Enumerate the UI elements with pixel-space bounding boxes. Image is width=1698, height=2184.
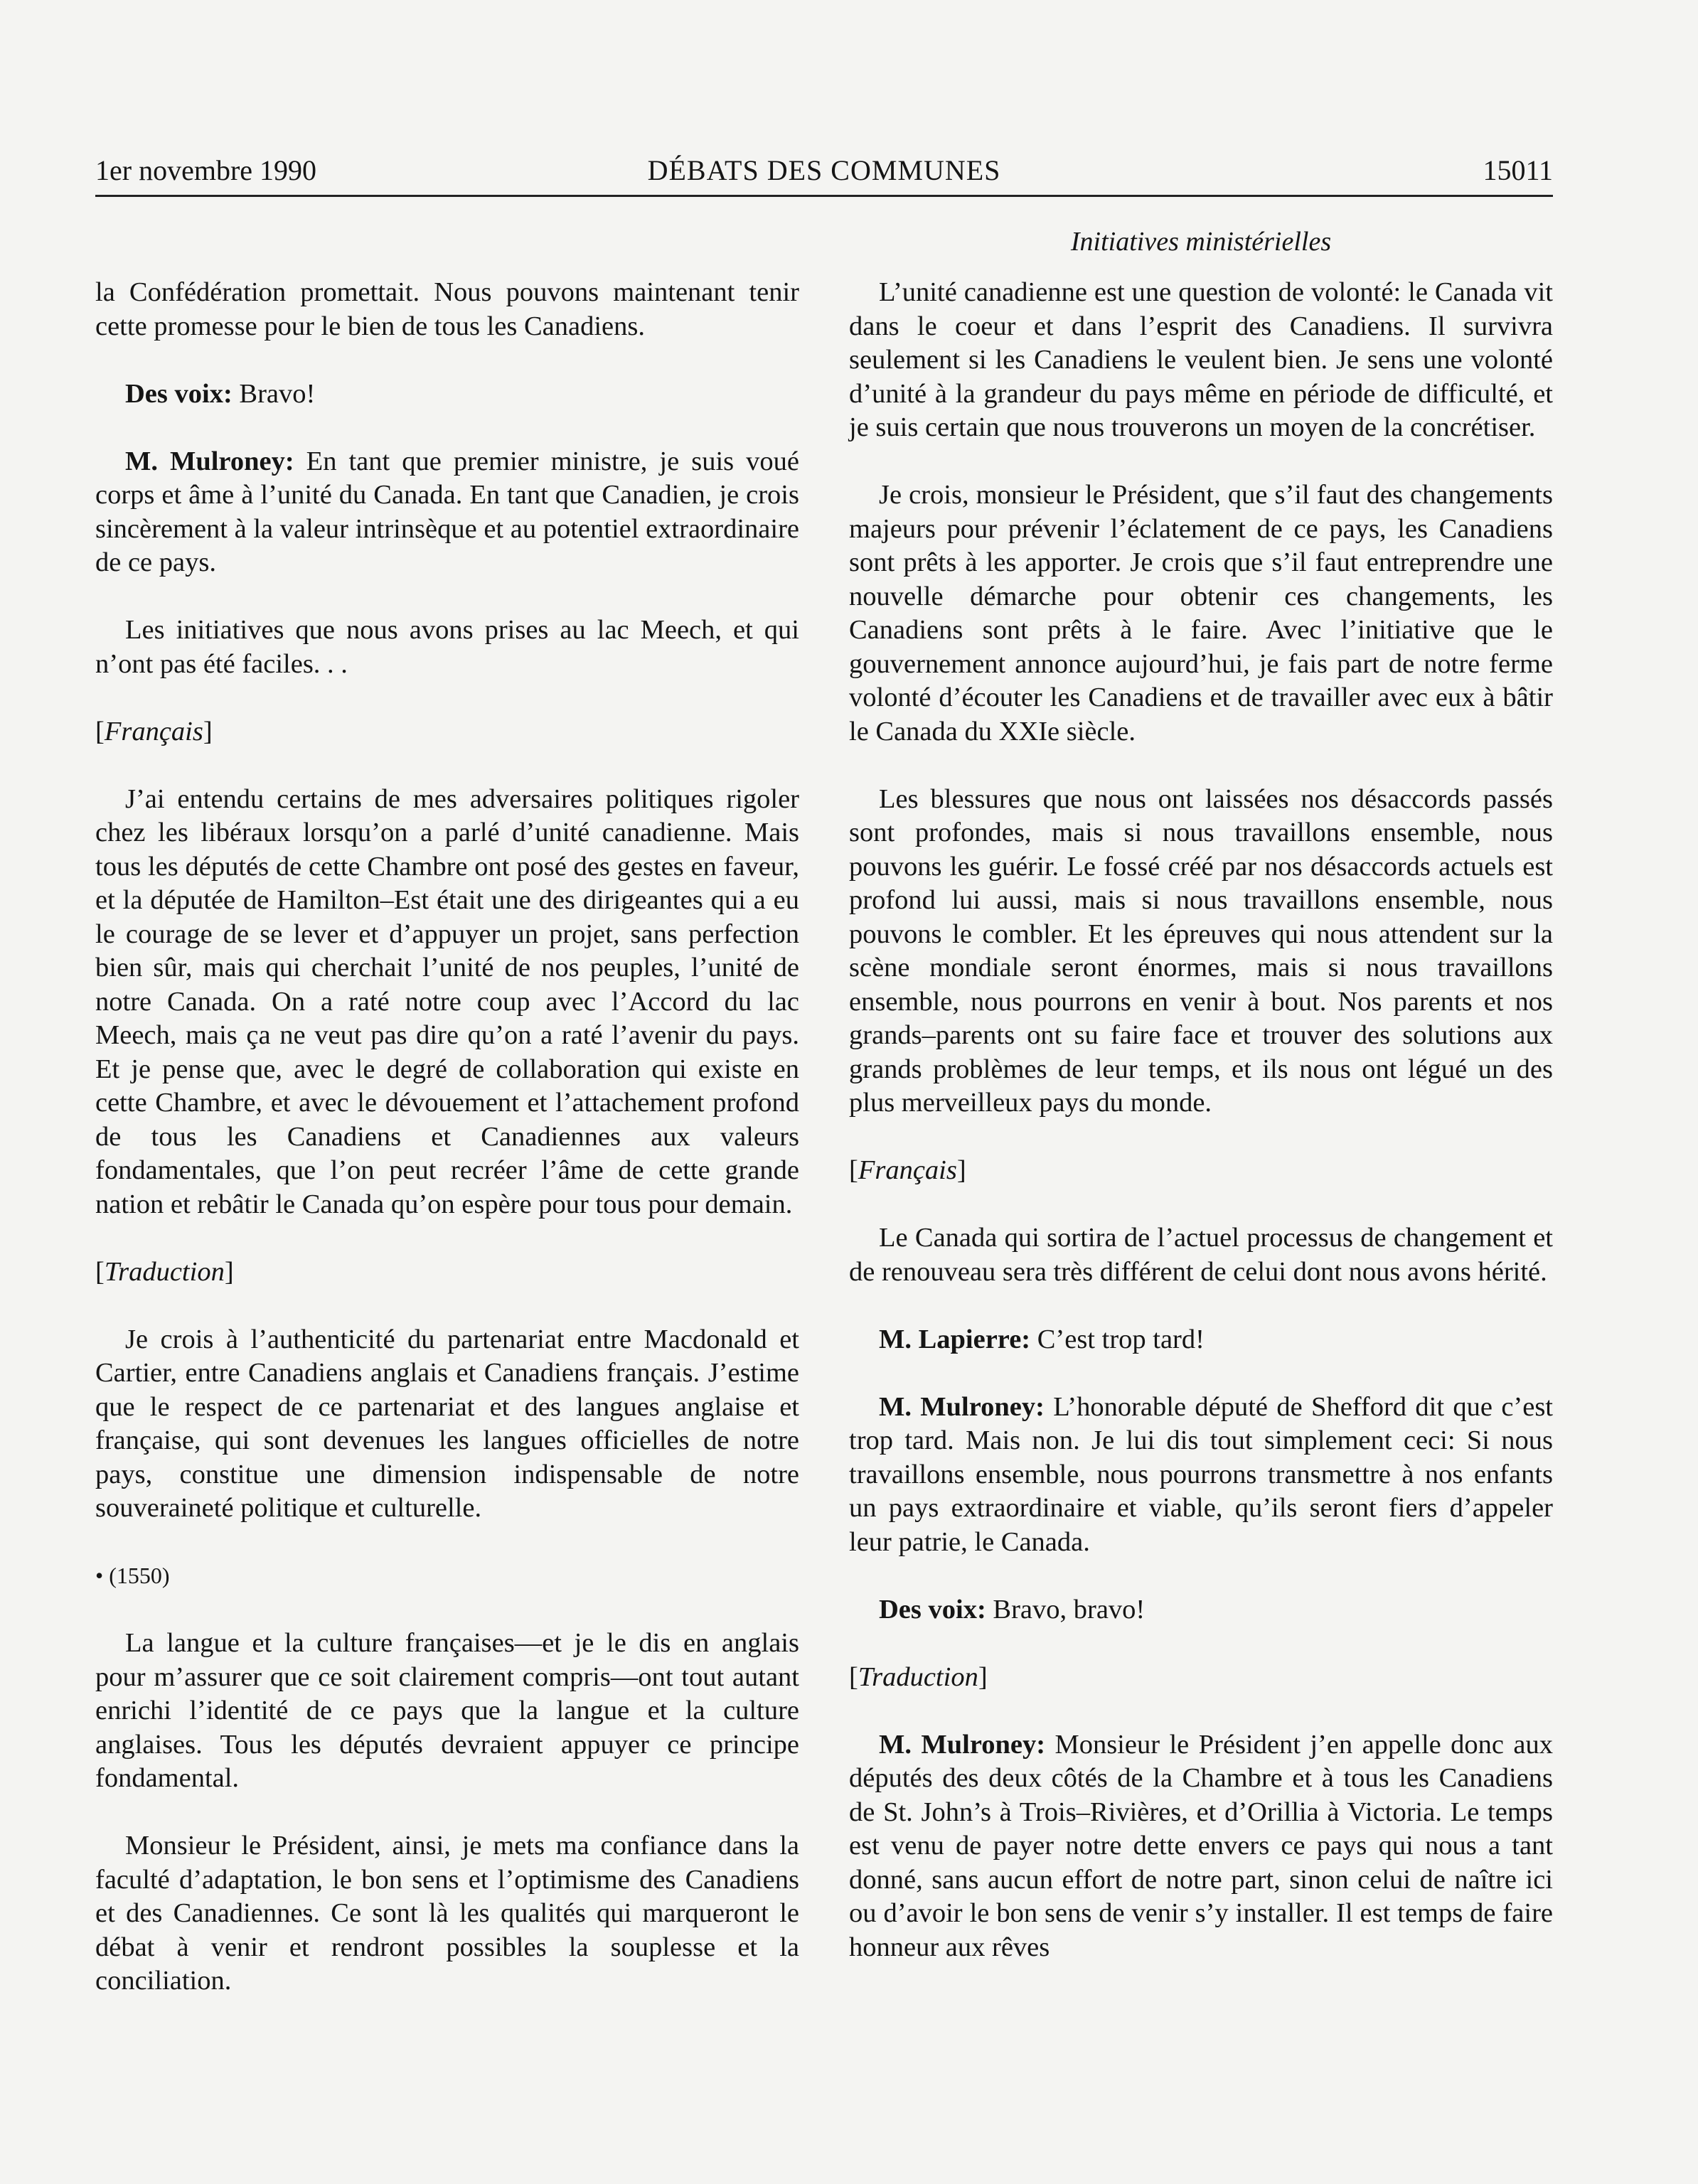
- speech-text: C’est trop tard!: [1030, 1324, 1205, 1354]
- header-page-number: 15011: [1483, 154, 1553, 186]
- language-tag-text: Français: [104, 716, 203, 746]
- speaker-name: M. Mulroney:: [125, 446, 294, 476]
- speaker-name: M. Mulroney:: [879, 1391, 1045, 1422]
- paragraph: Le Canada qui sortira de l’actuel processus de changement et de renouveau sera très différent de celui dont nous avons hérité.: [849, 1223, 1553, 1287]
- paragraph: Les blessures que nous ont laissées nos désaccords passés sont profondes, mais si nous travaillons ensemble, nous pouvons les guérir. Le fossé créé par nos désaccords actuels est profond lui aussi, mais si nous travaillons ensemble, nous pouvons le combler. Et les épreuves qui nous attendent sur la scène mondiale seront énormes, mais si nous travaillons ensemble, nous pourrons en venir à bout. Nos parents et nos grands–parents ont su faire face et trouver des solutions aux grands problèmes de leur temps, et ils nous ont légué un des plus merveilleux pays du monde.: [849, 783, 1553, 1118]
- language-tag-text: Français: [858, 1155, 957, 1185]
- speaker-name: M. Mulroney:: [879, 1729, 1046, 1760]
- paragraph: L’unité canadienne est une question de volonté: le Canada vit dans le coeur et dans l’esprit des Canadiens. Il survivra seulement si les Canadiens le veulent bien. Je sens une volonté d’unité à la grandeur du pays même en période de difficulté, et je suis certain que nous trouverons un moyen de la concrétiser.: [849, 277, 1553, 442]
- speaker-name: M. Lapierre:: [879, 1324, 1031, 1354]
- speech-text: Bravo, bravo!: [986, 1594, 1146, 1624]
- speech-text: L’honorable député de Shefford dit que c’est trop tard. Mais non. Je lui dis tout simplement ceci: Si nous travaillons ensemble, nous pourrons transmettre à nos enfants un pays extraordinaire et viable, qu’ils seront fiers d’appeler leur patrie, le Canada.: [849, 1391, 1553, 1557]
- paragraph: Je crois, monsieur le Président, que s’il faut des changements majeurs pour prévenir l’éclatement de ce pays, les Canadiens sont prêts à les apporter. Je crois que s’il faut entreprendre une nouvelle démarche pour obtenir ces changements, les Canadiens sont prêts à le faire. Avec l’initiative que le gouvernement annonce aujourd’hui, je fais part de notre ferme volonté d’écouter les Canadiens et de travailler avec eux à bâtir le Canada du XXIe siècle.: [849, 480, 1553, 746]
- paragraph: Les initiatives que nous avons prises au lac Meech, et qui n’ont pas été faciles. . .: [95, 615, 799, 679]
- section-label: Initiatives ministérielles: [1070, 227, 1332, 257]
- header-title: DÉBATS DES COMMUNES: [647, 154, 1001, 186]
- timestamp-text: (1550): [109, 1563, 170, 1588]
- speech: [849, 1391, 1553, 1560]
- bullet: •: [95, 1563, 104, 1588]
- language-tag: [Traduction]: [95, 1256, 234, 1287]
- speech: [95, 378, 799, 412]
- paragraph: la Confédération promettait. Nous pouvons maintenant tenir cette promesse pour le bien de tous les Canadiens.: [95, 277, 799, 341]
- timestamp: [95, 1559, 799, 1593]
- speech: [849, 1593, 1553, 1627]
- speaker-name: Des voix:: [125, 378, 233, 409]
- speech: [849, 1323, 1553, 1357]
- language-tag: [Français]: [95, 716, 213, 746]
- language-tag: [Français]: [849, 1155, 966, 1185]
- language-tag-text: Traduction: [104, 1256, 225, 1287]
- left-column: [95, 276, 799, 2032]
- paragraph: Monsieur le Président, ainsi, je mets ma confiance dans la faculté d’adaptation, le bon sens et l’optimisme des Canadiens et des Canadiennes. Ce sont là les qualités qui marqueront le débat à venir et rendront possibles la souplesse et la conciliation.: [95, 1831, 799, 1996]
- speech-text: Bravo!: [232, 378, 316, 409]
- speech: [849, 1728, 1553, 1965]
- paragraph: La langue et la culture françaises—et je le dis en anglais pour m’assurer que ce soit clairement compris—ont tout autant enrichi l’identité de ce pays que la langue et la culture anglaises. Tous les députés devraient appuyer ce principe fondamental.: [95, 1628, 799, 1793]
- language-tag: [Traduction]: [849, 1661, 988, 1692]
- page-header: [95, 149, 1553, 197]
- right-column: [849, 276, 1553, 1998]
- speech-text: Monsieur le Président j’en appelle donc aux députés des deux côtés de la Chambre et à tous les Canadiens de St. John’s à Trois–Rivières, et d’Orillia à Victoria. Le temps est venu de payer notre dette envers ce pays qui nous a tant donné, sans aucun effort de notre part, sinon celui de naître ici ou d’avoir le bon sens de venir s’y installer. Il est temps de faire honneur aux rêves: [849, 1729, 1553, 1962]
- language-tag-text: Traduction: [858, 1661, 978, 1692]
- header-date: 1er novembre 1990: [95, 154, 317, 186]
- paragraph: J’ai entendu certains de mes adversaires politiques rigoler chez les libéraux lorsqu’on a parlé d’unité canadienne. Mais tous les députés de cette Chambre ont posé des gestes en faveur, et la députée de Hamilton–Est était une des dirigeantes qui a eu le courage de se lever et d’appuyer un projet, sans perfection bien sûr, mais qui cherchait l’unité de nos peuples, l’unité de notre Canada. On a raté notre coup avec l’Accord du lac Meech, mais ça ne veut pas dire qu’on a raté l’avenir du pays. Et je pense que, avec le degré de collaboration qui existe en cette Chambre, et avec le dévouement et l’attachement profond de tous les Canadiens et Canadiennes aux valeurs fondamentales, que l’on peut recréer l’âme de cette grande nation et rebâtir le Canada qu’on espère pour tous pour demain.: [95, 783, 799, 1219]
- speech: [95, 445, 799, 580]
- speech-text: En tant que premier ministre, je suis voué corps et âme à l’unité du Canada. En tant que Canadien, je crois sincèrement à la valeur intrinsèque et au potentiel extraordinaire de ce pays.: [95, 446, 799, 577]
- paragraph: Je crois à l’authenticité du partenariat entre Macdonald et Cartier, entre Canadiens anglais et Canadiens français. J’estime que le respect de ce partenariat et des langues anglaise et française, qui sont devenues les langues officielles de notre pays, constitue une dimension indispensable de notre souveraineté politique et culturelle.: [95, 1324, 799, 1523]
- speaker-name: Des voix:: [879, 1594, 986, 1624]
